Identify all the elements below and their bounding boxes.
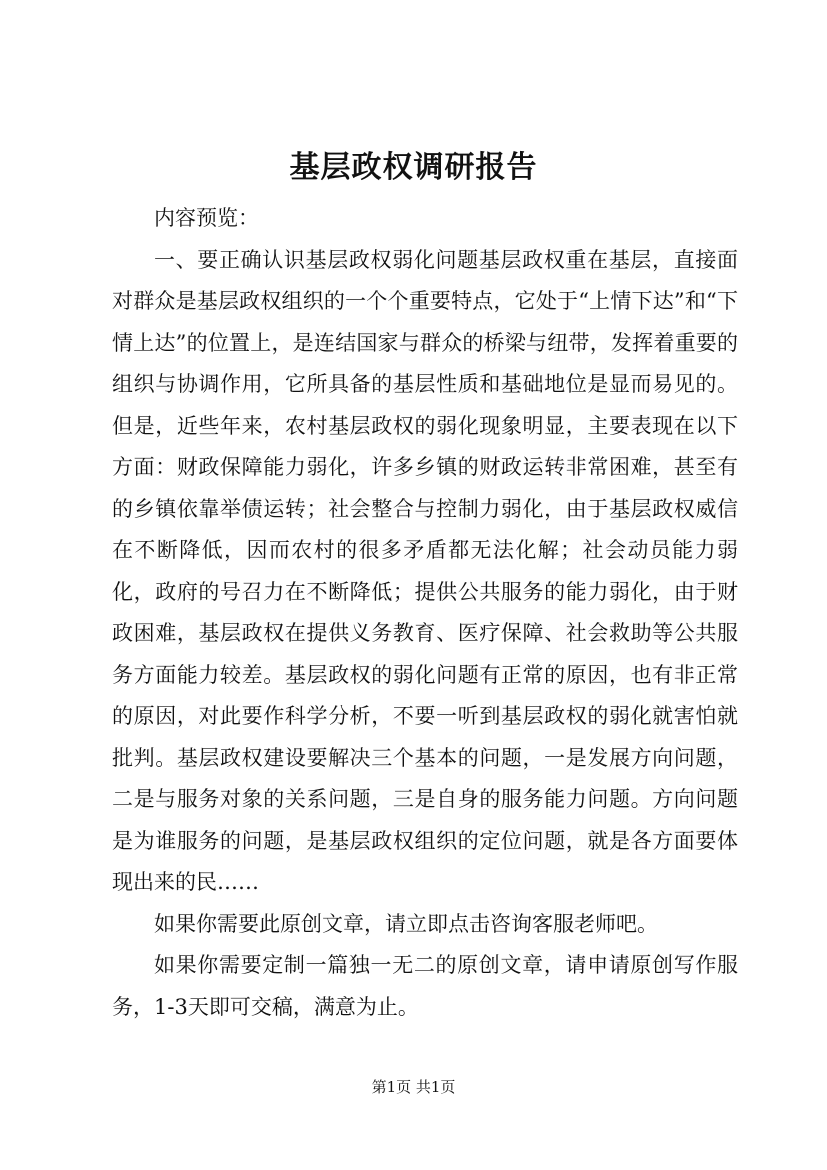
consult-paragraph: 如果你需要此原创文章，请立即点击咨询客服老师吧。 xyxy=(154,911,658,936)
page-number: 第1页 共1页 xyxy=(371,1078,456,1096)
page-footer xyxy=(0,1077,827,1097)
summary-paragraph: 一、要正确认识基层政权弱化问题基层政权重在基层，直接面对群众是基层政权组织的一个个重要特点，它处于“上情下达”和“下情上达”的位置上，是连结国家与群众的桥梁与纽带，发挥着重要的组织与协调作用，它所具备的基层性质和基础地位是显而易见的。但是，近些年来，农村基层政权的弱化现象明显，主要表现在以下方面：财政保障能力弱化，许多乡镇的财政运转非常困难，甚至有的乡镇依靠举债运转；社会整合与控制力弱化，由于基层政权威信在不断降低，因而农村的很多矛盾都无法化解；社会动员能力弱化，政府的号召力在不断降低；提供公共服务的能力弱化，由于财政困难，基层政权在提供义务教育、医疗保障、社会救助等公共服务方面能力较差。基层政权的弱化问题有正常的原因，也有非正常的原因，对此要作科学分析，不要一听到基层政权的弱化就害怕就批判。基层政权建设要解决三个基本的问题，一是发展方向问题，二是与服务对象的关系问题，三是自身的服务能力问题。方向问题是为谁服务的问题，是基层政权组织的定位问题，就是各方面要体现出来的民…… xyxy=(112,247,738,894)
document-title: 基层政权调研报告 xyxy=(289,150,538,185)
document-body xyxy=(112,198,738,1028)
summary-label: 内容预览： xyxy=(154,206,259,230)
custom-writing-paragraph: 如果你需要定制一篇独一无二的原创文章，请申请原创写作服务，1-3天即可交稿，满意为止。 xyxy=(112,953,738,1019)
